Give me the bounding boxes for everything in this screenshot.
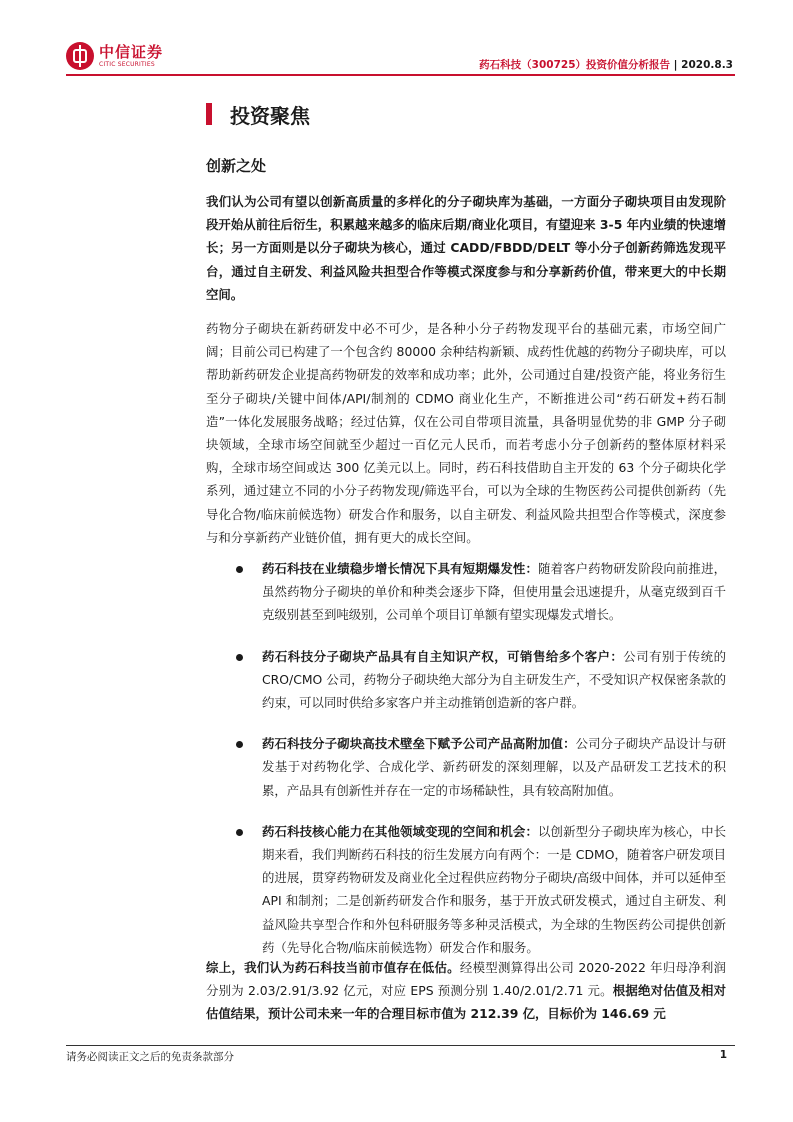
list-item	[236, 557, 726, 627]
report-title: 药石科技（300725）投资价值分析报告	[479, 59, 671, 71]
list-item-lead: 药石科技分子砌块高技术壁垒下赋予公司产品高附加值：	[262, 736, 576, 752]
section-title: 投资聚焦	[230, 103, 310, 128]
bullet-dot-icon	[236, 566, 243, 573]
summary-paragraph: 我们认为公司有望以创新高质量的多样化的分子砌块库为基础，一方面分子砌块项目由发现阶段开始从前往后衍生，积累越来越多的临床后期/商业化项目，有望迎来 3-5 年内业绩的快速增长；另一方面则是以分子砌块为核心，通过 CADD/FBDD/DELT 等小分子创新药筛选发现平台，通过自主研发、利益风险共担型合作等模式深度参与和分享新药价值，带来更大的中长期空间。	[206, 194, 726, 302]
bullet-dot-icon	[236, 741, 243, 748]
list-item-text: 随着客户药物研发阶段向前推进，虽然药物分子砌块的单价和种类会逐步下降，但使用量会迅速提升，从毫克级到百千克级别甚至到吨级别，公司单个项目订单额有望实现爆发式增长。	[262, 561, 727, 623]
logo-text	[99, 44, 163, 69]
list-item	[236, 732, 726, 802]
conclusion-lead: 综上，我们认为药石科技当前市值存在低估。	[206, 960, 460, 975]
page-number: 1	[719, 1049, 727, 1061]
report-header	[479, 57, 733, 72]
logo-english-name: CITIC SECURITIES	[99, 60, 155, 68]
footer-divider	[66, 1045, 735, 1046]
list-item	[236, 820, 726, 959]
bullet-dot-icon	[236, 829, 243, 836]
bullet-dot-icon	[236, 654, 243, 661]
list-item-lead: 药石科技核心能力在其他领域变现的空间和机会：	[262, 823, 538, 839]
citic-logo-icon	[66, 42, 94, 70]
list-item	[236, 645, 726, 715]
header-separator: |	[673, 59, 678, 71]
list-item-lead: 药石科技在业绩稳步增长情况下具有短期爆发性：	[262, 561, 538, 576]
list-item-text: 公司有别于传统的 CRO/CMO 公司，药物分子砌块绝大部分为自主研发生产，不受知识产权保密条款的约束，可以同时供给多家客户并主动推销创造新的客户群。	[262, 648, 727, 711]
header-divider	[66, 74, 735, 76]
logo-chinese-name: 中信证券	[99, 42, 164, 61]
list-item-text: 公司分子砌块产品设计与研发基于对药物化学、合成化学、新药研发的深刻理解，以及产品研发工艺技术的积累，产品具有创新性并存在一定的市场稀缺性，具有较高附加值。	[262, 736, 727, 798]
report-date: 2020.8.3	[681, 59, 733, 71]
list-item-lead: 药石科技分子砌块产品具有自主知识产权，可销售给多个客户：	[262, 648, 624, 664]
conclusion-text: 经模型测算得出公司 2020-2022 年归母净利润分别为 2.03/2.91/3.92 亿元，对应 EPS 预测分别 1.40/2.01/2.71 元。	[206, 960, 726, 999]
section-heading	[206, 101, 310, 127]
conclusion-valuation: 根据绝对估值及相对估值结果，预计公司未来一年的合理目标市值为 212.39 亿，目标价为 146.69 元	[206, 983, 727, 1022]
list-item-text: 以创新型分子砌块库为核心，中长期来看，我们判断药石科技的衍生发展方向有两个：一是 CDMO，随着客户研发项目的进展，贯穿药物研发及商业化全过程供应药物分子砌块/高级中间体，并可以延伸至 API 和制剂；二是创新药研发合作和服务，基于开放式研发模式，通过自主研发、利益风险共享型合作和外包科研服务等多种灵活模式，为全球的生物医药公司提供创新药（先导化合物/临床前候选物）研发合作和服务。	[262, 823, 727, 955]
conclusion-paragraph	[206, 956, 726, 1026]
body-paragraph: 药物分子砌块在新药研发中必不可少，是各种小分子药物发现平台的基础元素，市场空间广阔；目前公司已构建了一个包含约 80000 余种结构新颖、成药性优越的药物分子砌块库，可以帮助新药研发企业提高药物研发的效率和成功率；此外，公司通过自建/投资产能，将业务衍生至分子砌块/关键中间体/API/制剂的 CDMO 商业化生产，不断推进公司“药石研发+药石制造”一体化发展服务战略；经过估算，仅在公司自带项目流量，具备明显优势的非 GMP 分子砌块领域，全球市场空间就至少超过一百亿元人民币，而若考虑小分子创新药的整体原材料采购，全球市场空间或达 300 亿美元以上。同时，药石科技借助自主开发的 63 个分子砌块化学系列，通过建立不同的小分子药物发现/筛选平台，可以为全球的生物医药公司提供创新药（先导化合物/临床前候选物）研发合作和服务，以自主研发、利益风险共担型合作等模式，深度参与和分享新药产业链价值，拥有更大的成长空间。	[206, 321, 726, 545]
footer-disclaimer: 请务必阅读正文之后的免责条款部分	[66, 1051, 234, 1063]
section-marker-icon	[206, 103, 212, 125]
citic-logo	[66, 38, 163, 74]
highlight-list	[236, 557, 726, 977]
subsection-title: 创新之处	[206, 157, 267, 175]
